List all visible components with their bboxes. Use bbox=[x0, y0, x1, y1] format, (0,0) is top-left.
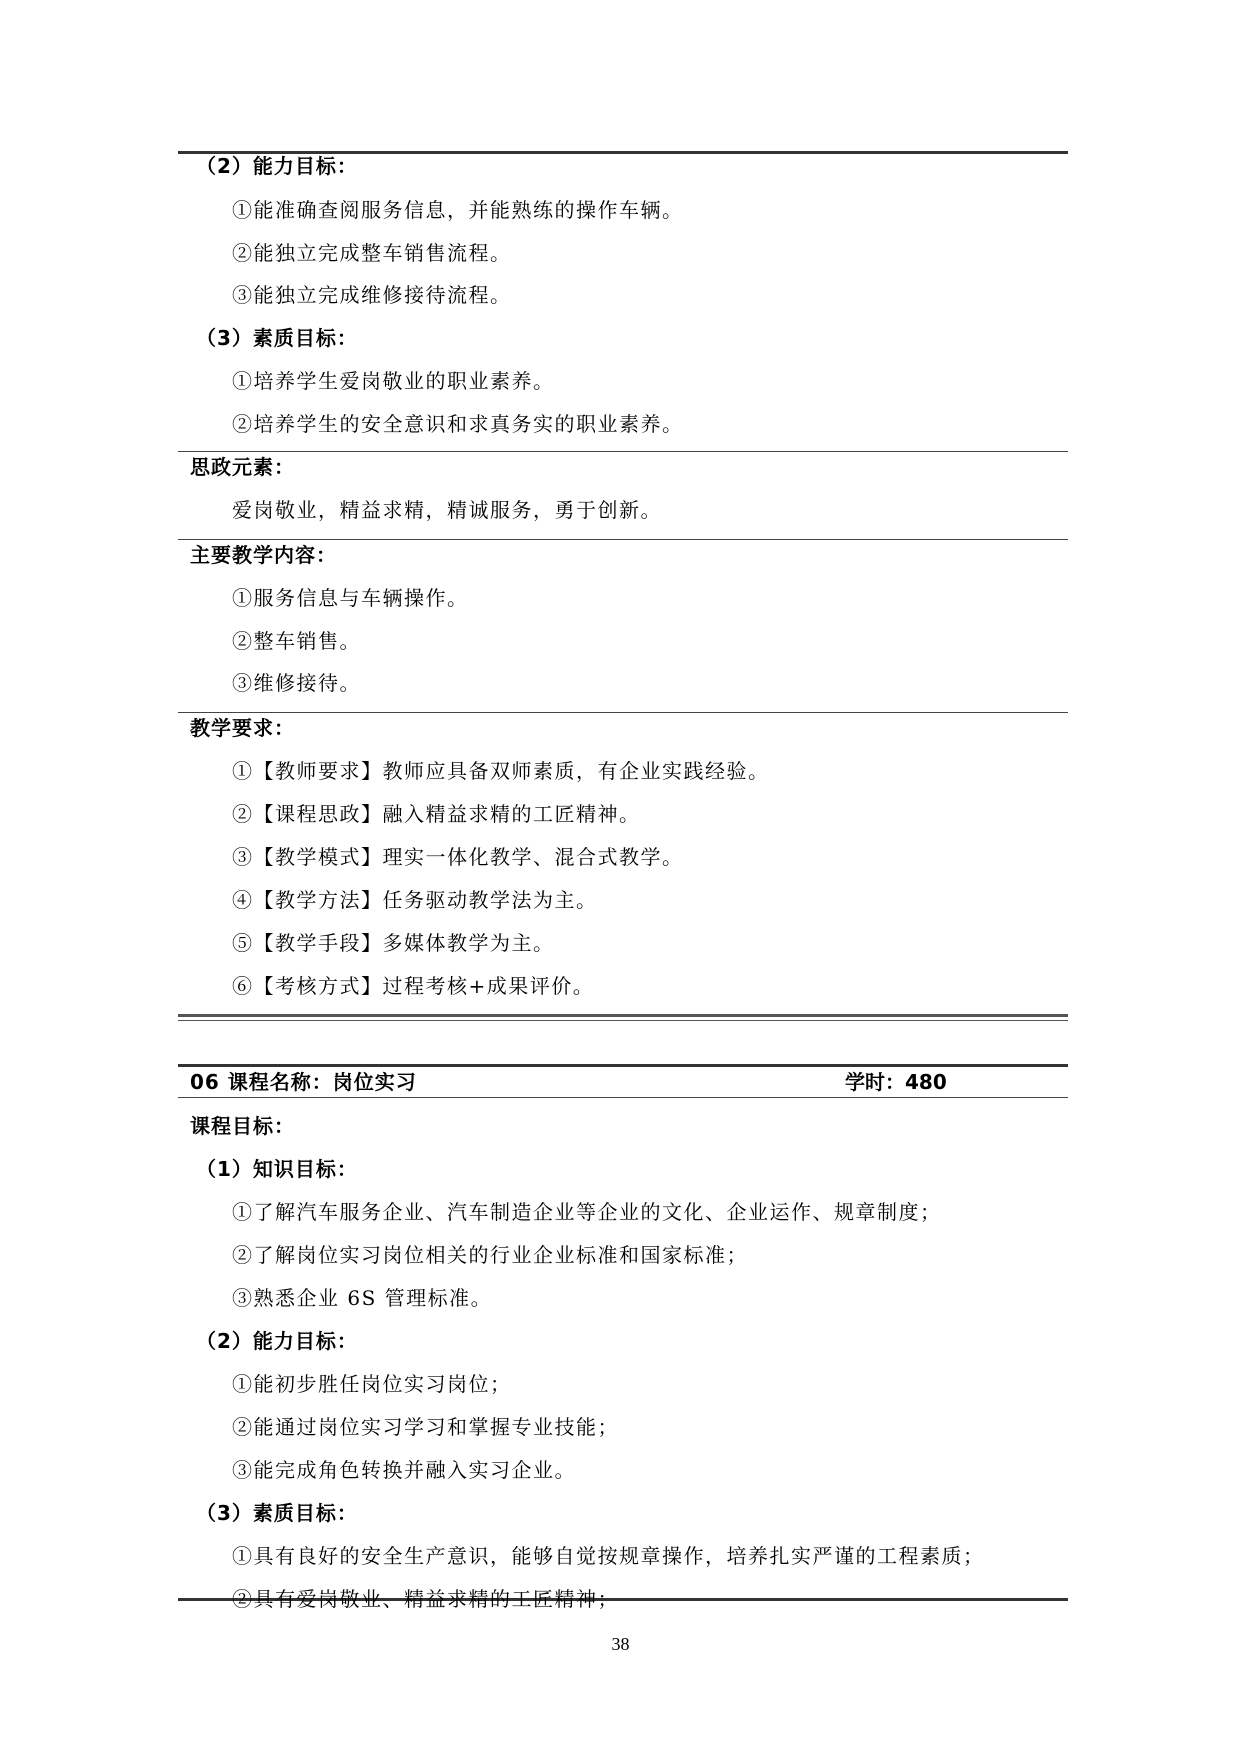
section-end-rule bbox=[178, 1014, 1068, 1021]
quality-item: ②培养学生的安全意识和求真务实的职业素养。 bbox=[232, 412, 684, 436]
quality-heading: （3）素质目标： bbox=[196, 1501, 358, 1525]
course-title-underline bbox=[178, 1097, 1068, 1098]
knowledge-item: ②了解岗位实习岗位相关的行业企业标准和国家标准； bbox=[232, 1243, 748, 1267]
requirements-heading: 教学要求： bbox=[190, 716, 295, 740]
ability-item: ①能初步胜任岗位实习岗位； bbox=[232, 1372, 512, 1396]
ideology-heading: 思政元素： bbox=[190, 455, 295, 479]
quality-item: ①培养学生爱岗敬业的职业素养。 bbox=[232, 369, 555, 393]
course-hours: 学时：480 bbox=[845, 1070, 947, 1094]
quality-item: ②具有爱岗敬业、精益求精的工匠精神； bbox=[232, 1587, 619, 1611]
divider-requirements bbox=[178, 712, 1068, 713]
divider-ideology bbox=[178, 451, 1068, 452]
knowledge-item: ①了解汽车服务企业、汽车制造企业等企业的文化、企业运作、规章制度； bbox=[232, 1200, 942, 1224]
page-number: 38 bbox=[611, 1634, 630, 1654]
course-top-rule bbox=[178, 1064, 1068, 1067]
quality-item: ①具有良好的安全生产意识，能够自觉按规章操作，培养扎实严谨的工程素质； bbox=[232, 1544, 985, 1568]
ability-heading: （2）能力目标： bbox=[196, 154, 358, 178]
ability-heading: （2）能力目标： bbox=[196, 1329, 358, 1353]
content-heading: 主要教学内容： bbox=[190, 543, 337, 567]
ability-item: ①能准确查阅服务信息，并能熟练的操作车辆。 bbox=[232, 198, 684, 222]
course-title: 06 课程名称：岗位实习 bbox=[190, 1070, 417, 1094]
ability-item: ③能独立完成维修接待流程。 bbox=[232, 283, 512, 307]
knowledge-heading: （1）知识目标： bbox=[196, 1157, 358, 1181]
requirement-item: ④【教学方法】任务驱动教学法为主。 bbox=[232, 888, 598, 912]
content-item: ①服务信息与车辆操作。 bbox=[232, 586, 469, 610]
content-item: ②整车销售。 bbox=[232, 629, 361, 653]
requirement-item: ③【教学模式】理实一体化教学、混合式教学。 bbox=[232, 845, 684, 869]
divider-content bbox=[178, 539, 1068, 540]
ability-item: ②能独立完成整车销售流程。 bbox=[232, 241, 512, 265]
knowledge-item: ③熟悉企业 6S 管理标准。 bbox=[232, 1286, 493, 1310]
ability-item: ②能通过岗位实习学习和掌握专业技能； bbox=[232, 1415, 619, 1439]
requirement-item: ⑤【教学手段】多媒体教学为主。 bbox=[232, 931, 555, 955]
requirement-item: ②【课程思政】融入精益求精的工匠精神。 bbox=[232, 802, 641, 826]
ideology-text: 爱岗敬业，精益求精，精诚服务，勇于创新。 bbox=[232, 498, 662, 522]
goal-heading: 课程目标： bbox=[190, 1114, 295, 1138]
content-item: ③维修接待。 bbox=[232, 671, 361, 695]
requirement-item: ①【教师要求】教师应具备双师素质，有企业实践经验。 bbox=[232, 759, 770, 783]
quality-heading: （3）素质目标： bbox=[196, 326, 358, 350]
ability-item: ③能完成角色转换并融入实习企业。 bbox=[232, 1458, 576, 1482]
requirement-item: ⑥【考核方式】过程考核+成果评价。 bbox=[232, 974, 595, 998]
